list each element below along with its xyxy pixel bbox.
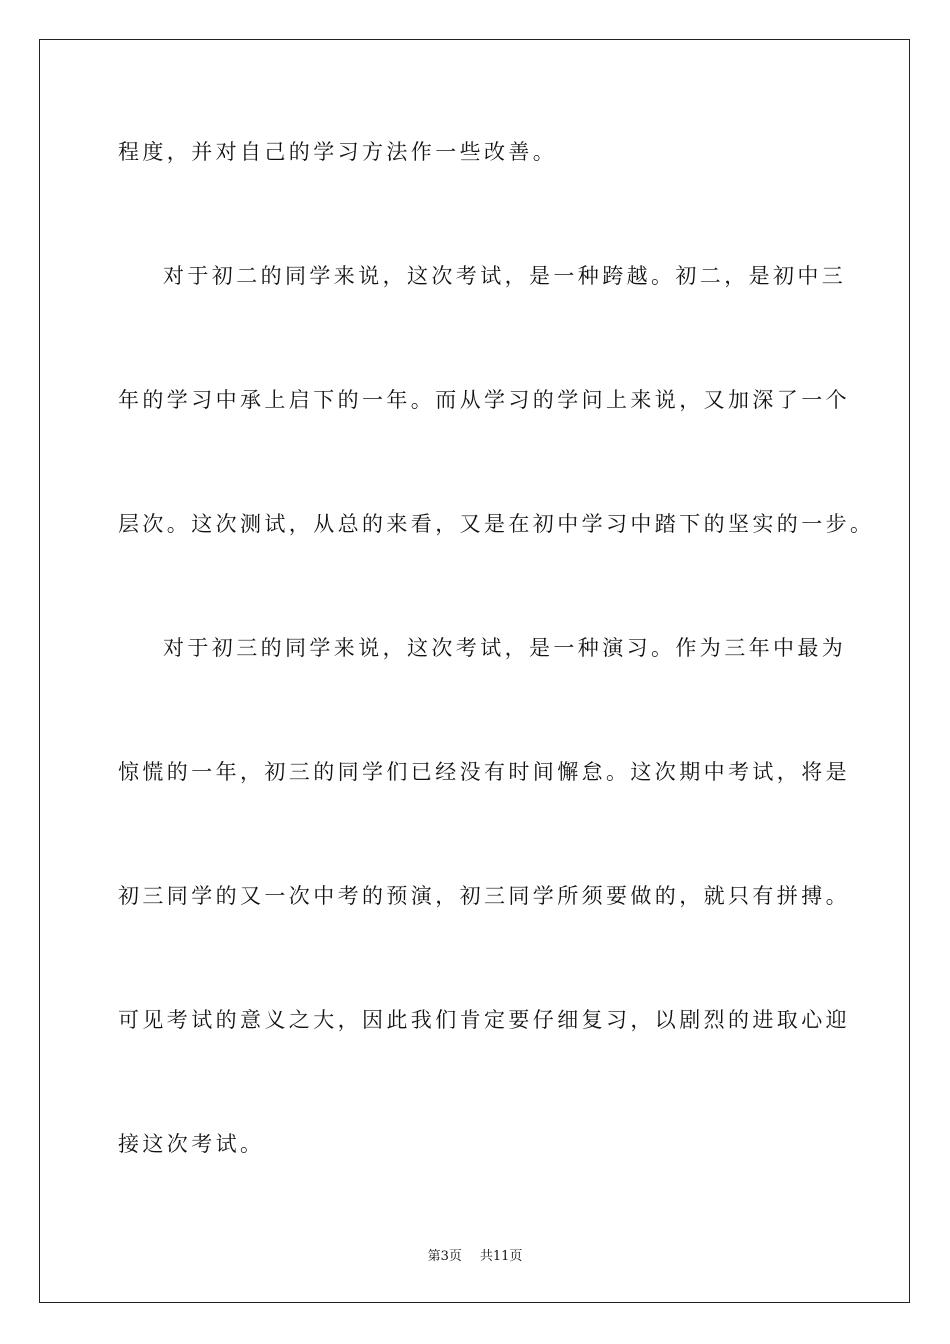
paragraph-first-line: 对于初三的同学来说，这次考试，是一种演习。作为三年中最为 <box>163 636 847 660</box>
text-line: 接这次考试。 <box>118 1132 265 1156</box>
text-line: 初三同学的又一次中考的预演，初三同学所须要做的，就只有拼搏。 <box>118 884 850 908</box>
text-line: 可见考试的意义之大，因此我们肯定要仔细复习，以剧烈的进取心迎 <box>118 1008 850 1032</box>
page-border <box>39 39 910 1303</box>
text-line: 程度，并对自己的学习方法作一些改善。 <box>118 140 558 164</box>
text-line: 惊慌的一年，初三的同学们已经没有时间懈怠。这次期中考试，将是 <box>118 760 850 784</box>
page-footer <box>0 1249 950 1265</box>
page-total: 共11页 <box>479 1249 523 1264</box>
paragraph-first-line: 对于初二的同学来说，这次考试，是一种跨越。初二，是初中三 <box>163 264 847 288</box>
text-line: 层次。这次测试，从总的来看，又是在初中学习中踏下的坚实的一步。 <box>118 512 875 536</box>
text-line: 年的学习中承上启下的一年。而从学习的学问上来说，又加深了一个 <box>118 388 850 412</box>
page-number: 第3页 <box>427 1249 462 1264</box>
